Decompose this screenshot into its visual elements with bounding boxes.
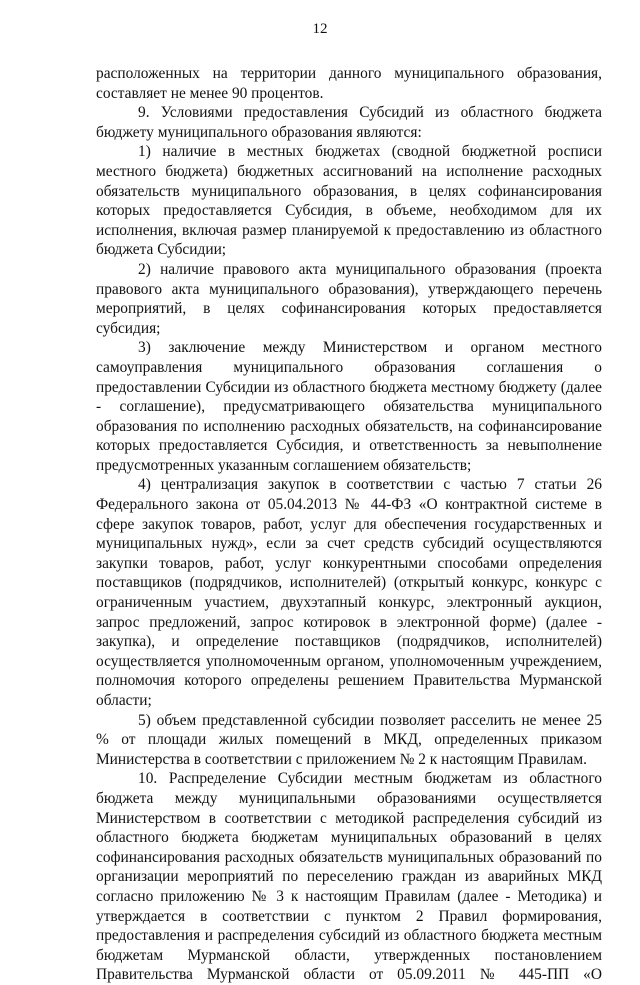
paragraph-condition-3: 3) заключение между Министерством и органом местного самоуправления муниципального образования соглашения о предоставлении Субсидии из областного бюджета местному бюджету (далее - соглашение), предусматривающего обязательства муниципального образования по исполнению расходных обязательств, на софинансирование которых предоставляется Субсидия, и ответственность за невыполнение предусмотренных указанным соглашением обязательств; [96,339,602,474]
paragraph-condition-1: 1) наличие в местных бюджетах (сводной бюджетной росписи местного бюджета) бюджетных ассигнований на исполнение расходных обязательств муниципального образования, в целях софинансирования которых предоставляется Субсидия, в объеме, необходимом для их исполнения, включая размер планируемой к предоставлению из областного бюджета Субсидии; [96,143,602,259]
paragraph-continuation: расположенных на территории данного муниципального образования, составляет не менее 90 процентов. [96,65,602,102]
paragraph-item-9: 9. Условиями предоставления Субсидий из областного бюджета бюджету муниципального образования являются: [96,104,602,141]
paragraph-condition-4: 4) централизация закупок в соответствии с частью 7 статьи 26 Федерального закона от 05.04.2013 № 44-ФЗ «О контрактной системе в сфере закупок товаров, работ, услуг для обеспечения государственных и муниципальных нужд», если за счет средств субсидий осуществляются закупки товаров, работ, услуг конкурентными способами определения поставщиков (подрядчиков, исполнителей) (открытый конкурс, конкурс с ограниченным участием, двухэтапный конкурс, электронный аукцион, запрос предложений, запрос котировок в электронной форме) (далее - закупка), и определение поставщиков (подрядчиков, исполнителей) осуществляется уполномоченным органом, уполномоченным учреждением, полномочия которого определены решением Правительства Мурманской области; [96,476,602,709]
paragraph-condition-5: 5) объем представленной субсидии позволяет расселить не менее 25 % от площади жилых помещений в МКД, определенных приказом Министерства в соответствии с приложением № 2 к настоящим Правилам. [96,711,602,768]
paragraph-item-10: 10. Распределение Субсидии местным бюджетам из областного бюджета между муниципальными образованиями осуществляется Министерством в соответствии с методикой распределения субсидий из областного бюджета бюджетам муниципальных образований в целях софинансирования расходных обязательств муниципальных образований по организации мероприятий по переселению граждан из аварийных МКД согласно приложению № 3 к настоящим Правилам (далее - Методика) и утверждается в соответствии с пунктом 2 Правил формирования, предоставления и распределения субсидий из областного бюджета местным бюджетам Мурманской области, утвержденных постановлением Правительства Мурманской области от 05.09.2011 № 445-ПП «О [96,770,602,984]
paragraph-condition-2: 2) наличие правового акта муниципального образования (проекта правового акта муниципального образования), утверждающего перечень мероприятий, в целях софинансирования которых предоставляется субсидия; [96,260,602,337]
page-number: 12 [312,21,328,37]
document-body [96,64,602,985]
